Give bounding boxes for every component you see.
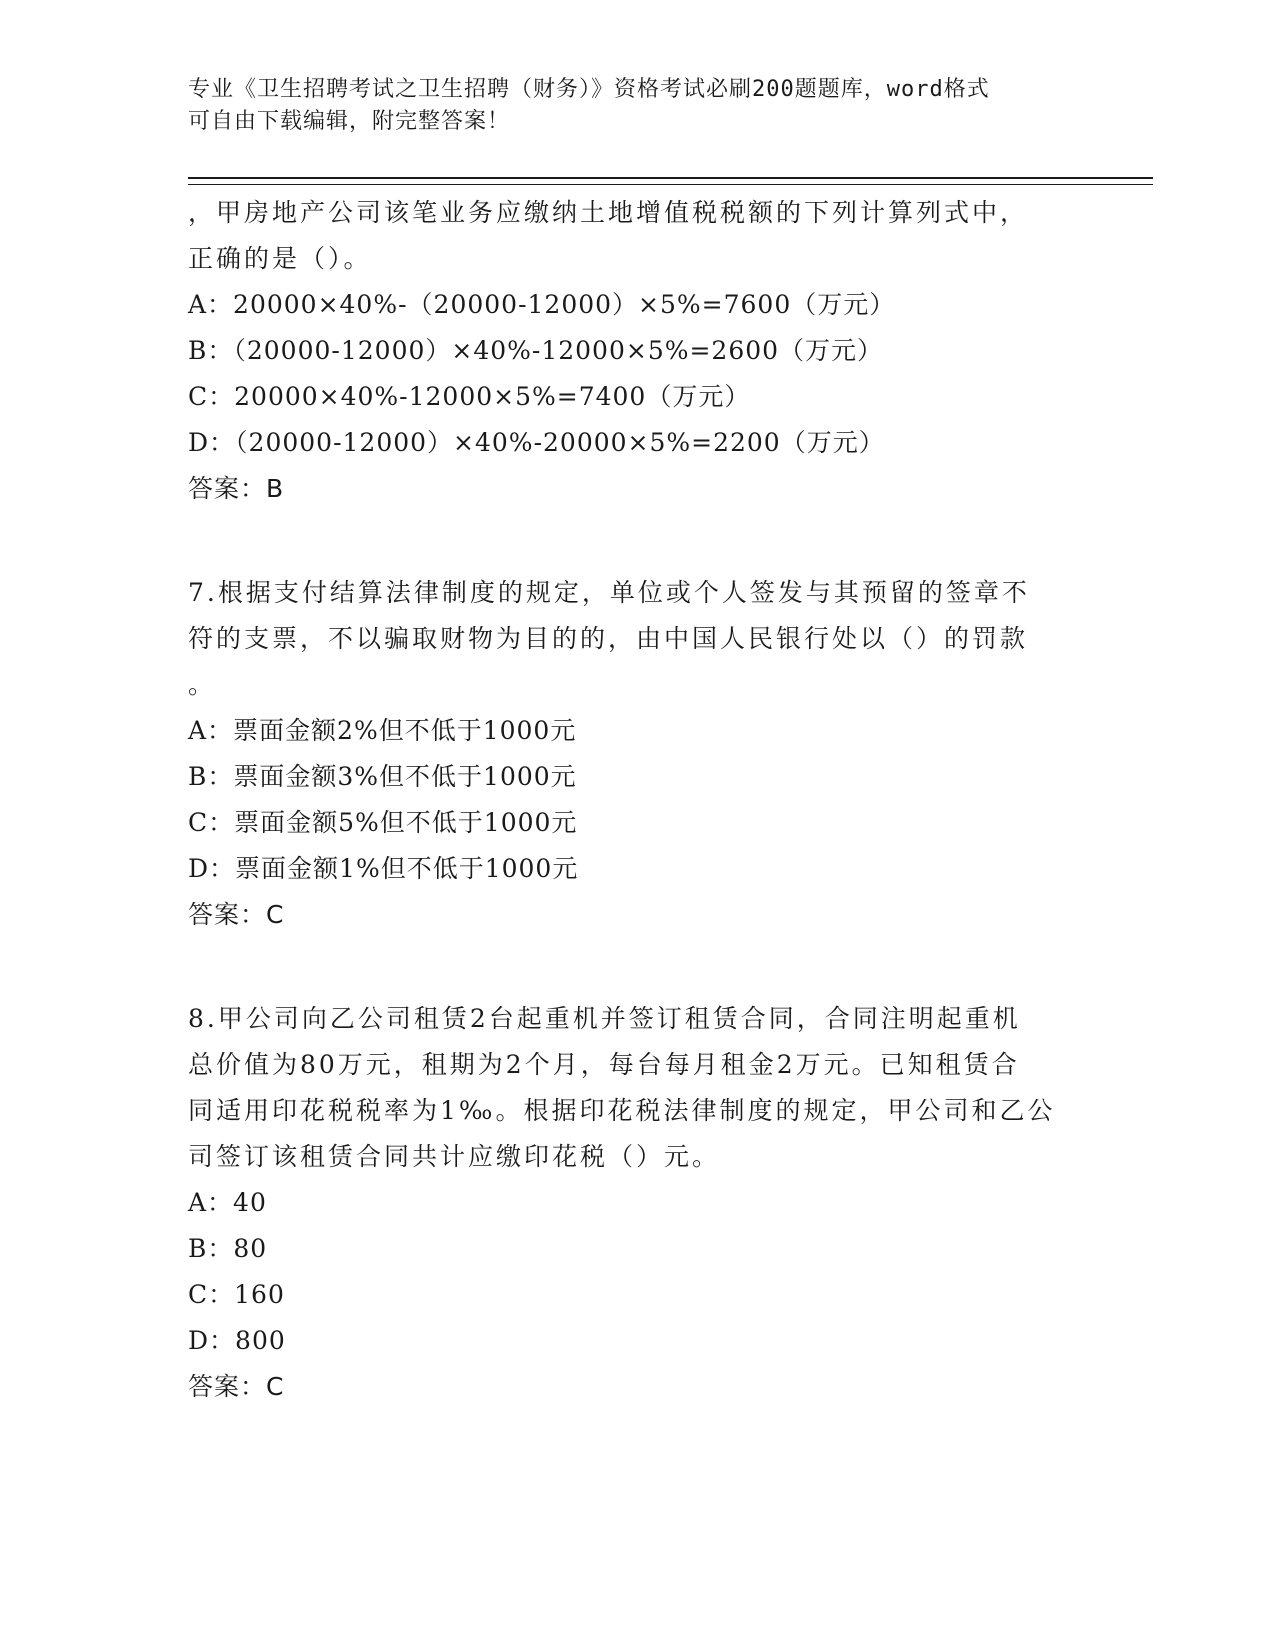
option-a: A：票面金额2%但不低于1000元 [188,716,577,745]
question-6 [188,190,1118,512]
header-line-2: 可自由下载编辑，附完整答案！ [188,109,511,134]
question-text-line: 。 [188,670,217,699]
option-d: D：票面金额1%但不低于1000元 [188,854,579,883]
question-text-line: 总价值为80万元，租期为2个月，每台每月租金2万元。已知租赁合 [188,1050,1020,1079]
option-c: C：票面金额5%但不低于1000元 [188,808,578,837]
document-header [188,74,1088,138]
answer-text: 答案：B [188,474,285,503]
option-d: D：（20000-12000）×40%-20000×5%=2200（万元） [188,428,885,457]
question-text-line: 同适用印花税税率为1‰。根据印花税法律制度的规定，甲公司和乙公 [188,1096,1056,1125]
header-line-1: 专业《卫生招聘考试之卫生招聘（财务）》资格考试必刷200题题库，word格式 [188,77,990,102]
question-text-line: 7.根据支付结算法律制度的规定，单位或个人签发与其预留的签章不 [188,578,1030,607]
question-8 [188,996,1118,1410]
header-divider-thick [188,177,1153,179]
option-d: D：800 [188,1326,286,1355]
option-b: B：（20000-12000）×40%-12000×5%=2600（万元） [188,336,884,365]
header-divider-thin [188,184,1153,185]
question-list [188,190,1118,1410]
option-c: C：20000×40%-12000×5%=7400（万元） [188,382,751,411]
question-7 [188,570,1118,938]
spacer [188,512,1118,570]
option-a: A：40 [188,1188,267,1217]
question-text-line: 8.甲公司向乙公司租赁2台起重机并签订租赁合同，合同注明起重机 [188,1004,1021,1033]
answer-text: 答案：C [188,1372,285,1401]
question-text-line: 符的支票，不以骗取财物为目的的，由中国人民银行处以（）的罚款 [188,624,1029,653]
option-b: B：80 [188,1234,268,1263]
option-b: B：票面金额3%但不低于1000元 [188,762,577,791]
option-a: A：20000×40%-（20000-12000）×5%=7600（万元） [188,290,896,319]
question-text-line: 司签订该租赁合同共计应缴印花税（）元。 [188,1142,721,1171]
spacer [188,938,1118,996]
option-c: C：160 [188,1280,285,1309]
question-text-line: ，甲房地产公司该笔业务应缴纳土地增值税税额的下列计算列式中， [188,198,1029,227]
answer-text: 答案：C [188,900,285,929]
question-text-line: 正确的是（）。 [188,244,372,273]
